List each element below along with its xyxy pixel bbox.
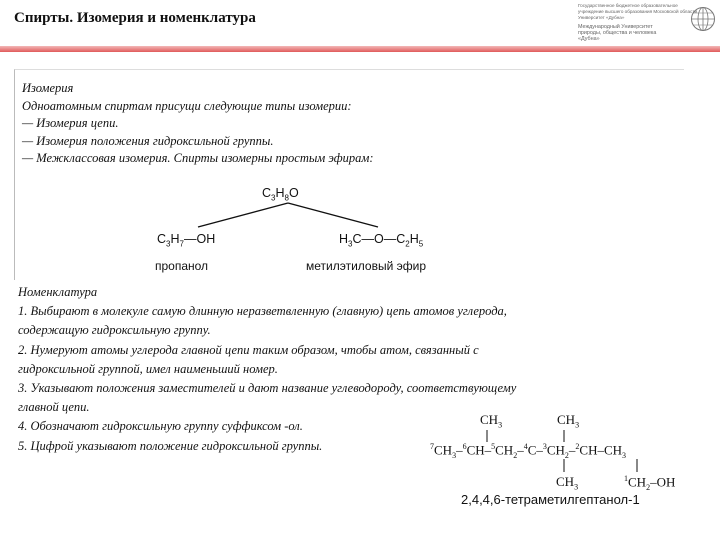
parent-formula: $C_3H_8O$: [262, 186, 299, 203]
substituent-ch3-bottom: $CH_3$: [556, 474, 579, 492]
globe-logo-icon: [690, 4, 716, 34]
university-logo: [578, 3, 698, 42]
nomenclature-rule: содержащую гидроксильную группу.: [18, 323, 211, 338]
logo-line: Государственное бюджетное образовательное: [578, 3, 678, 8]
logo-line: Университет «Дубна»: [578, 15, 625, 20]
header-divider: [0, 46, 720, 52]
isomerism-item: — Межклассовая изомерия. Спирты изомерны простым эфирам:: [22, 151, 374, 166]
logo-line: «Дубна»: [578, 36, 600, 42]
hydroxymethyl-group: $^1CH_2-OH$: [624, 474, 676, 492]
logo-line: природы, общества и человека: [578, 30, 657, 36]
logo-line: Международный Университет: [578, 24, 653, 30]
nomenclature-rule: гидроксильной группой, имел наименьший номер.: [18, 361, 278, 376]
substituent-ch3-left: $CH_3$: [480, 412, 503, 430]
ether-formula: $H_3C—O—C_2H_5$: [339, 232, 424, 249]
nomenclature-rule: 1. Выбирают в молекуле самую длинную неразветвленную (главную) цепь атомов углерода,: [18, 304, 507, 319]
isomerism-heading: Изомерия: [22, 81, 74, 95]
nomenclature-rule: 3. Указывают положения заместителей и дают название углеводороду, соответствующему: [18, 381, 517, 396]
nomenclature-rule: 2. Нумеруют атомы углерода главной цепи таким образом, чтобы атом, связанный с: [18, 342, 479, 357]
isomerism-item: — Изомерия цепи.: [22, 116, 119, 131]
nomenclature-heading: Номенклатура: [18, 285, 98, 299]
branching-arrows: [190, 200, 390, 230]
ether-label: метилэтиловый эфир: [306, 259, 427, 273]
compound-name: 2,4,4,6-тетраметилгептанол-1: [461, 492, 640, 507]
main-carbon-chain: $^7CH_3-^6CH-^5CH_2-^4C-^3CH_2-^2CH-CH_3$: [430, 442, 627, 460]
substituent-ch3-right: $CH_3$: [557, 412, 580, 430]
isomerism-section: [22, 80, 374, 168]
propanol-label: пропанол: [155, 259, 209, 273]
nomenclature-rule: главной цепи.: [18, 400, 90, 415]
slide-title: Спирты. Изомерия и номенклатура: [14, 10, 256, 26]
nomenclature-rule: 4. Обозначают гидроксильную группу суффиксом -ол.: [18, 419, 303, 434]
isomerism-intro: Одноатомным спиртам присущи следующие типы изомерии:: [22, 98, 352, 113]
isomerism-item: — Изомерия положения гидроксильной группы.: [22, 133, 274, 148]
logo-line: учреждение высшего образования Московской области: [578, 9, 698, 14]
propanol-formula: $C_3H_7—OH$: [157, 232, 216, 249]
nomenclature-rule: 5. Цифрой указывают положение гидроксильной группы.: [18, 438, 323, 453]
